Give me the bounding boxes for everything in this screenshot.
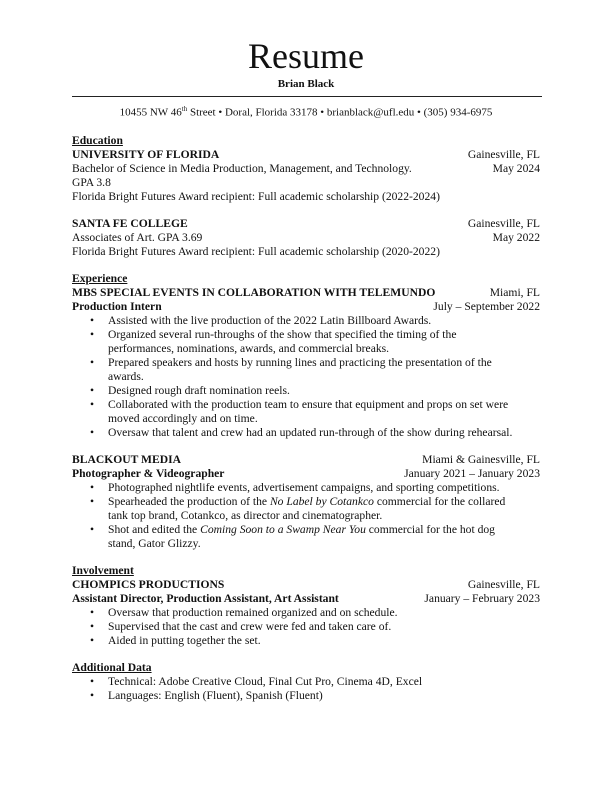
mbs-location: Miami, FL — [489, 286, 540, 299]
blackout-dates: January 2021 – January 2023 — [404, 467, 540, 480]
list-item: • Technical: Adobe Creative Cloud, Final Cut Pro, Cinema 4D, Excel — [108, 675, 540, 689]
sfc-header — [72, 217, 540, 231]
education-heading: Education — [72, 134, 123, 147]
uf-award: Florida Bright Futures Award recipient: Full academic scholarship (2022-2024) — [72, 190, 440, 203]
mbs-org: MBS SPECIAL EVENTS IN COLLABORATION WITH TELEMUNDO — [72, 286, 436, 299]
mbs-header — [72, 286, 540, 300]
list-item: • Prepared speakers and hosts by running lines and practicing the presentation of the awards. — [108, 356, 540, 384]
chompics-bullets — [72, 606, 540, 648]
uf-header — [72, 148, 540, 162]
list-item: • Collaborated with the production team to ensure that equipment and props on set were moved accordingly and on time. — [108, 398, 540, 426]
uf-degree-row — [72, 162, 540, 176]
mbs-dates: July – September 2022 — [433, 300, 540, 313]
list-item: • Languages: English (Fluent), Spanish (Fluent) — [108, 689, 540, 703]
applicant-name: Brian Black — [277, 78, 335, 90]
contact-address-rest: Street • Doral, Florida 33178 • brianblack@ufl.edu • (305) 934-6975 — [187, 106, 493, 119]
list-item: • Shot and edited the Coming Soon to a Swamp Near You commercial for the hot dog stand, Gator Glizzy. — [108, 523, 540, 551]
contact-line — [0, 105, 612, 119]
mbs-role: Production Intern — [72, 300, 162, 313]
blackout-location: Miami & Gainesville, FL — [422, 453, 540, 466]
sfc-date: May 2022 — [492, 231, 540, 244]
blackout-role-row — [72, 467, 540, 481]
additional-heading: Additional Data — [72, 661, 152, 674]
additional-bullets — [72, 675, 540, 703]
list-item: • Photographed nightlife events, advertisement campaigns, and sporting competitions. — [108, 481, 540, 495]
page-title: Resume — [248, 36, 364, 76]
list-item: • Spearheaded the production of the No Label by Cotankco commercial for the collared tank top brand, Cotankco, as director and cinematographer. — [108, 495, 540, 523]
chompics-location: Gainesville, FL — [467, 578, 540, 591]
resume-content — [72, 134, 540, 703]
header-divider — [72, 96, 542, 97]
uf-school: UNIVERSITY OF FLORIDA — [72, 148, 220, 161]
list-item: • Oversaw that talent and crew had an updated run-through of the show during rehearsal. — [108, 426, 540, 440]
mbs-role-row — [72, 300, 540, 314]
sfc-award: Florida Bright Futures Award recipient: Full academic scholarship (2020-2022) — [72, 245, 440, 258]
chompics-role: Assistant Director, Production Assistant, Art Assistant — [72, 592, 339, 605]
sfc-degree-row — [72, 231, 540, 245]
contact-ordinal: th — [181, 105, 188, 113]
list-item: • Designed rough draft nomination reels. — [108, 384, 540, 398]
chompics-role-row — [72, 592, 540, 606]
contact-address-start: 10455 NW 46 — [119, 106, 182, 119]
list-item: • Aided in putting together the set. — [108, 634, 540, 648]
mbs-bullets — [72, 314, 540, 440]
list-item: • Assisted with the live production of the 2022 Latin Billboard Awards. — [108, 314, 540, 328]
chompics-header — [72, 578, 540, 592]
sfc-location: Gainesville, FL — [467, 217, 540, 230]
uf-location: Gainesville, FL — [467, 148, 540, 161]
uf-date: May 2024 — [492, 162, 540, 175]
blackout-bullets — [72, 481, 540, 551]
list-item: • Supervised that the cast and crew were fed and taken care of. — [108, 620, 540, 634]
experience-heading: Experience — [72, 272, 128, 285]
list-item: • Oversaw that production remained organized and on schedule. — [108, 606, 540, 620]
chompics-dates: January – February 2023 — [424, 592, 540, 605]
blackout-org: BLACKOUT MEDIA — [72, 453, 181, 466]
list-item: • Organized several run-throughs of the show that specified the timing of the performances, nominations, awards, and commercial breaks. — [108, 328, 540, 356]
uf-degree: Bachelor of Science in Media Production, Management, and Technology. — [72, 162, 412, 175]
blackout-role: Photographer & Videographer — [72, 467, 225, 480]
sfc-degree: Associates of Art. GPA 3.69 — [72, 231, 203, 244]
sfc-school: SANTA FE COLLEGE — [72, 217, 188, 230]
chompics-org: CHOMPICS PRODUCTIONS — [72, 578, 225, 591]
involvement-heading: Involvement — [72, 564, 134, 577]
blackout-header — [72, 453, 540, 467]
uf-gpa: GPA 3.8 — [72, 176, 111, 189]
